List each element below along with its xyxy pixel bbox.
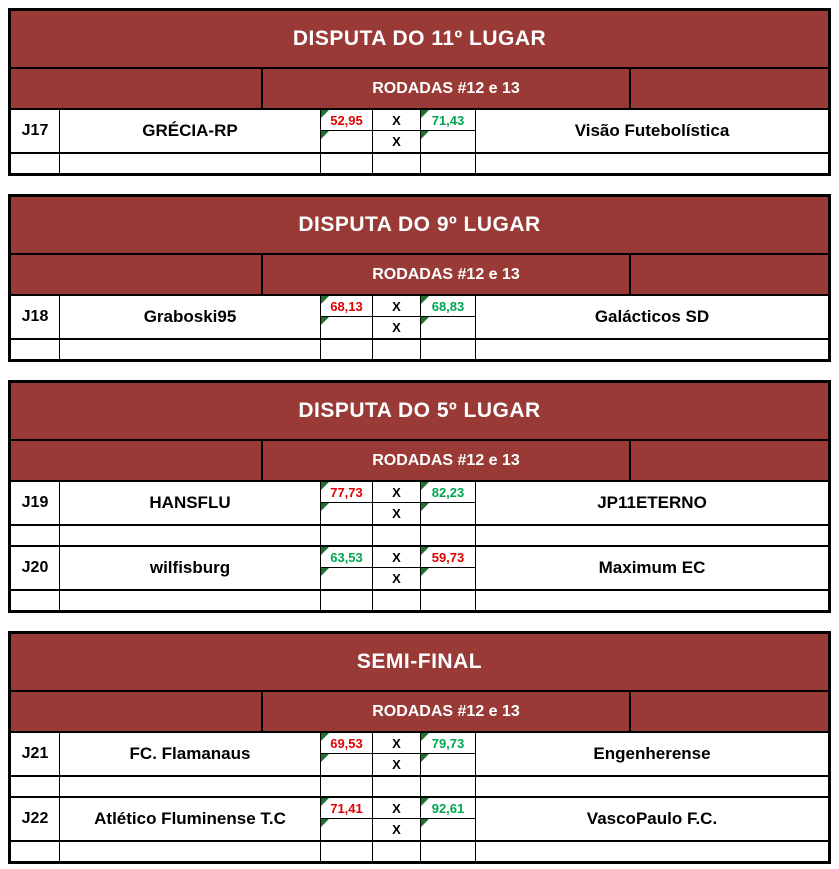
home-score-cell [321, 110, 373, 131]
rounds-right-cell [631, 255, 828, 294]
section-title: DISPUTA DO 5º LUGAR [11, 383, 828, 441]
formula-flag-icon [421, 568, 429, 576]
away-team-cell [476, 547, 828, 589]
rounds-right-cell [631, 69, 828, 108]
home-team-name: Graboski95 [143, 307, 237, 326]
spacer-cell [321, 154, 373, 173]
home-team-cell [60, 798, 321, 840]
formula-flag-icon [321, 733, 329, 741]
spacer-cell [421, 777, 476, 796]
formula-flag-icon [321, 131, 329, 139]
match-row [11, 294, 828, 338]
spacer-cell [421, 154, 476, 173]
spacer-cell [421, 842, 476, 861]
rounds-row [11, 441, 828, 480]
spacer-cell [373, 340, 421, 359]
spacer-cell [11, 777, 60, 796]
section-title: DISPUTA DO 11º LUGAR [11, 11, 828, 69]
home-score: 63,53 [330, 549, 363, 565]
formula-flag-icon [421, 819, 429, 827]
spacer-cell [60, 154, 321, 173]
match-id-cell [11, 733, 60, 775]
versus-cell-bottom [373, 819, 421, 840]
versus-mark: X [392, 134, 401, 149]
spacer-cell [60, 340, 321, 359]
section-title: DISPUTA DO 9º LUGAR [11, 197, 828, 255]
spacer-cell [60, 842, 321, 861]
versus-mark: X [392, 800, 401, 816]
versus-mark: X [392, 735, 401, 751]
away-team-name: Engenherense [593, 744, 711, 763]
match-id: J19 [21, 494, 49, 511]
spacer-cell [11, 526, 60, 545]
away-score-cell [421, 547, 476, 568]
formula-flag-icon [321, 503, 329, 511]
spacer-cell [476, 591, 828, 610]
match-id: J18 [21, 308, 49, 325]
home-team-name: HANSFLU [149, 493, 231, 512]
section-semifinal [8, 631, 831, 864]
away-score-cell-row2 [421, 503, 476, 524]
match-id: J17 [21, 122, 49, 139]
away-score-cell-row2 [421, 568, 476, 589]
spacer-cell [421, 340, 476, 359]
rounds-left-cell [11, 69, 261, 108]
spacer-cell [421, 526, 476, 545]
rounds-row [11, 255, 828, 294]
spacer-row [11, 775, 828, 796]
spacer-row [11, 840, 828, 861]
home-score-cell [321, 547, 373, 568]
spacer-row [11, 589, 828, 610]
section-5th-place [8, 380, 831, 613]
home-score-cell [321, 798, 373, 819]
match-id: J22 [21, 810, 49, 827]
match-id-cell [11, 482, 60, 524]
away-score: 68,83 [431, 298, 465, 314]
match-row [11, 480, 828, 524]
match-id-cell [11, 110, 60, 152]
away-score-cell [421, 296, 476, 317]
away-score: 79,73 [431, 735, 465, 751]
versus-cell-top [373, 482, 421, 503]
rounds-right-cell [631, 441, 828, 480]
match-id-cell [11, 296, 60, 338]
spacer-cell [321, 777, 373, 796]
home-team-name: Atlético Fluminense T.C [94, 809, 286, 828]
home-score-cell [321, 733, 373, 754]
home-score-cell-row2 [321, 568, 373, 589]
away-team-cell [476, 110, 828, 152]
away-score: 92,61 [431, 800, 465, 816]
home-score-cell [321, 482, 373, 503]
home-team-name: GRÉCIA-RP [142, 121, 238, 140]
section-title: SEMI-FINAL [11, 634, 828, 692]
spacer-row [11, 338, 828, 359]
home-score: 52,95 [330, 112, 363, 128]
match-id-cell [11, 547, 60, 589]
versus-mark: X [392, 571, 401, 586]
home-score-cell-row2 [321, 819, 373, 840]
formula-flag-icon [421, 296, 429, 304]
match-row [11, 796, 828, 840]
versus-cell-bottom [373, 754, 421, 775]
spacer-cell [11, 154, 60, 173]
versus-cell-top [373, 296, 421, 317]
home-score: 68,13 [330, 298, 363, 314]
spacer-cell [421, 591, 476, 610]
formula-flag-icon [421, 733, 429, 741]
away-team-name: VascoPaulo F.C. [586, 809, 718, 828]
versus-mark: X [392, 506, 401, 521]
rounds-left-cell [11, 692, 261, 731]
formula-flag-icon [321, 568, 329, 576]
versus-mark: X [392, 320, 401, 335]
match-id: J20 [21, 559, 49, 576]
rounds-right-cell [631, 692, 828, 731]
formula-flag-icon [321, 482, 329, 490]
away-score-cell-row2 [421, 754, 476, 775]
home-score: 77,73 [330, 484, 363, 500]
match-id: J21 [21, 745, 49, 762]
spacer-row [11, 524, 828, 545]
home-team-cell [60, 482, 321, 524]
spacer-cell [11, 591, 60, 610]
home-team-name: FC. Flamanaus [129, 744, 251, 763]
home-team-name: wilfisburg [149, 558, 231, 577]
spacer-cell [321, 340, 373, 359]
versus-cell-top [373, 733, 421, 754]
home-score-cell-row2 [321, 131, 373, 152]
match-row [11, 108, 828, 152]
away-score: 82,23 [431, 484, 465, 500]
home-team-cell [60, 296, 321, 338]
home-team-cell [60, 733, 321, 775]
home-score-cell-row2 [321, 317, 373, 338]
spacer-cell [11, 842, 60, 861]
rounds-row [11, 69, 828, 108]
formula-flag-icon [421, 503, 429, 511]
away-team-name: JP11ETERNO [597, 493, 707, 512]
section-9th-place [8, 194, 831, 362]
spacer-cell [373, 591, 421, 610]
versus-mark: X [392, 112, 401, 128]
spacer-row [11, 152, 828, 173]
away-team-cell [476, 296, 828, 338]
spacer-cell [373, 842, 421, 861]
away-team-name: Maximum EC [598, 558, 706, 577]
spacer-cell [60, 591, 321, 610]
versus-mark: X [392, 298, 401, 314]
formula-flag-icon [321, 547, 329, 555]
away-team-cell [476, 482, 828, 524]
rounds-label: RODADAS #12 e 13 [261, 692, 631, 731]
spacer-cell [476, 154, 828, 173]
away-team-name: Visão Futebolística [574, 121, 730, 140]
spacer-cell [321, 591, 373, 610]
formula-flag-icon [421, 317, 429, 325]
formula-flag-icon [321, 110, 329, 118]
formula-flag-icon [321, 317, 329, 325]
spacer-cell [476, 340, 828, 359]
versus-mark: X [392, 757, 401, 772]
versus-mark: X [392, 549, 401, 565]
spacer-cell [373, 154, 421, 173]
spacer-cell [60, 526, 321, 545]
spacer-cell [373, 526, 421, 545]
formula-flag-icon [421, 754, 429, 762]
home-score-cell-row2 [321, 754, 373, 775]
rounds-label: RODADAS #12 e 13 [261, 255, 631, 294]
away-score-cell [421, 482, 476, 503]
rounds-left-cell [11, 441, 261, 480]
home-team-cell [60, 547, 321, 589]
section-11th-place [8, 8, 831, 176]
spacer-cell [11, 340, 60, 359]
away-team-name: Galácticos SD [594, 307, 710, 326]
away-team-cell [476, 733, 828, 775]
away-score-cell-row2 [421, 131, 476, 152]
away-score-cell [421, 798, 476, 819]
spacer-cell [321, 526, 373, 545]
formula-flag-icon [321, 754, 329, 762]
rounds-row [11, 692, 828, 731]
formula-flag-icon [421, 131, 429, 139]
formula-flag-icon [321, 296, 329, 304]
spacer-cell [373, 777, 421, 796]
formula-flag-icon [421, 547, 429, 555]
versus-mark: X [392, 822, 401, 837]
spacer-cell [60, 777, 321, 796]
versus-cell-bottom [373, 317, 421, 338]
versus-cell-top [373, 547, 421, 568]
home-score: 71,41 [330, 800, 363, 816]
away-score-cell-row2 [421, 317, 476, 338]
away-score-cell [421, 733, 476, 754]
versus-cell-bottom [373, 503, 421, 524]
home-score-cell [321, 296, 373, 317]
home-team-cell [60, 110, 321, 152]
home-score-cell-row2 [321, 503, 373, 524]
home-score: 69,53 [330, 735, 363, 751]
versus-cell-bottom [373, 568, 421, 589]
rounds-left-cell [11, 255, 261, 294]
spacer-cell [476, 777, 828, 796]
rounds-label: RODADAS #12 e 13 [261, 441, 631, 480]
spacer-cell [476, 842, 828, 861]
rounds-label: RODADAS #12 e 13 [261, 69, 631, 108]
away-score-cell-row2 [421, 819, 476, 840]
match-id-cell [11, 798, 60, 840]
match-row [11, 731, 828, 775]
versus-cell-bottom [373, 131, 421, 152]
away-score-cell [421, 110, 476, 131]
versus-cell-top [373, 798, 421, 819]
formula-flag-icon [421, 482, 429, 490]
formula-flag-icon [321, 798, 329, 806]
versus-cell-top [373, 110, 421, 131]
spacer-cell [476, 526, 828, 545]
formula-flag-icon [421, 798, 429, 806]
away-team-cell [476, 798, 828, 840]
formula-flag-icon [321, 819, 329, 827]
away-score: 59,73 [431, 549, 465, 565]
versus-mark: X [392, 484, 401, 500]
spacer-cell [321, 842, 373, 861]
formula-flag-icon [421, 110, 429, 118]
away-score: 71,43 [431, 112, 465, 128]
match-row [11, 545, 828, 589]
